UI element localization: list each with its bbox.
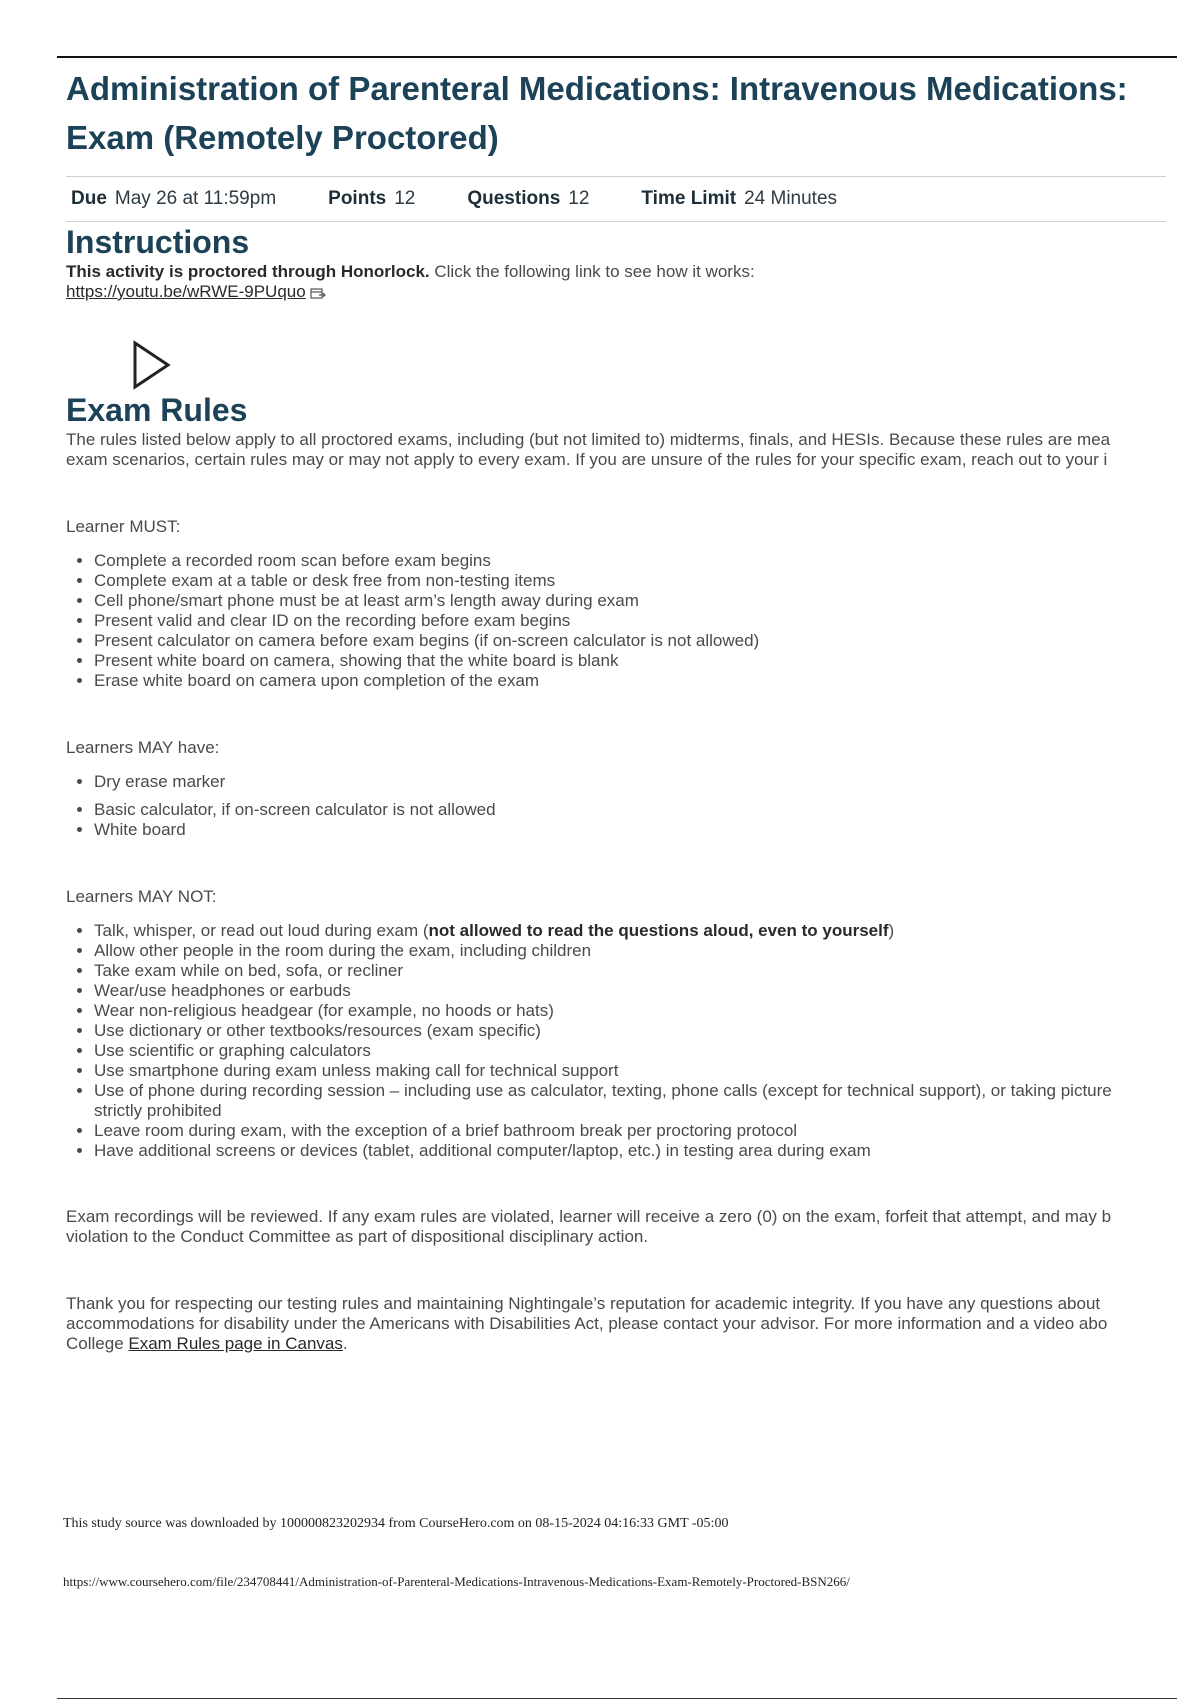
page-title (66, 64, 1170, 162)
list-item: • Use smartphone during exam unless making call for technical support (94, 1061, 1170, 1081)
top-rule (57, 56, 1177, 58)
due-label: Due (71, 188, 107, 209)
points-value: 12 (394, 188, 416, 209)
list-item (94, 921, 1170, 941)
time-limit-detail (641, 188, 837, 210)
may-not-label: Learners MAY NOT: (66, 887, 217, 906)
list-item: • Cell phone/smart phone must be at least arm’s length away during exam (94, 591, 1170, 611)
instructions-body: Click the following link to see how it works: (429, 262, 755, 281)
review-paragraph (66, 1207, 1170, 1247)
thanks-paragraph (66, 1294, 1170, 1354)
list-item: • Have additional screens or devices (tablet, additional computer/laptop, etc.) in testing area during exam (94, 1141, 1170, 1161)
list-item: • Present calculator on camera before exam begins (if on-screen calculator is not allowed) (94, 631, 1170, 651)
questions-detail (467, 188, 589, 210)
rules-intro-line-2: exam scenarios, certain rules may or may not apply to every exam. If you are unsure of the rules for your specific exam, reach out to your i (66, 450, 1108, 469)
rules-intro (66, 430, 1170, 470)
list-item: • Erase white board on camera upon completion of the exam (94, 671, 1170, 691)
questions-label: Questions (467, 188, 561, 209)
phone-rule-line-2: strictly prohibited (94, 1101, 222, 1120)
list-item: • Complete a recorded room scan before exam begins (94, 551, 1170, 571)
thanks-line-3-post: . (342, 1334, 348, 1353)
quiz-details (66, 176, 1166, 222)
may-not-list (66, 921, 1170, 1161)
page-content (66, 64, 1170, 1354)
external-link-icon[interactable] (310, 284, 326, 296)
phone-rule-line-1: Use of phone during recording session – including use as calculator, texting, phone calls (except for technical support), or taking picture (94, 1081, 1112, 1100)
due-detail (71, 188, 276, 210)
list-item: • Wear/use headphones or earbuds (94, 981, 1170, 1001)
list-item (94, 1081, 1170, 1121)
review-line-2: violation to the Conduct Committee as part of dispositional disciplinary action. (66, 1227, 649, 1246)
instructions-text (66, 262, 1170, 302)
bottom-rule (57, 1698, 1177, 1699)
list-item: • Use scientific or graphing calculators (94, 1041, 1170, 1061)
list-item: • White board (94, 820, 1170, 840)
list-item: • Dry erase marker (94, 772, 1170, 792)
list-item: • Take exam while on bed, sofa, or recliner (94, 961, 1170, 981)
rules-intro-line-1: The rules listed below apply to all proctored exams, including (but not limited to) midterms, finals, and HESIs. Because these rules are mea (66, 430, 1111, 449)
play-icon[interactable] (132, 340, 172, 390)
list-item: • Use dictionary or other textbooks/resources (exam specific) (94, 1021, 1170, 1041)
time-limit-value: 24 Minutes (744, 188, 838, 209)
list-item: • Allow other people in the room during the exam, including children (94, 941, 1170, 961)
points-detail (328, 188, 415, 210)
exam-rules-link[interactable]: Exam Rules page in Canvas (128, 1334, 343, 1353)
instructions-heading: Instructions (66, 224, 250, 260)
list-item: • Complete exam at a table or desk free from non-testing items (94, 571, 1170, 591)
may-not-first-end: ) (888, 921, 895, 940)
must-list (66, 551, 1170, 691)
time-limit-label: Time Limit (641, 188, 737, 209)
source-url: https://www.coursehero.com/file/234708441/Administration-of-Parenteral-Medications-Intravenous-Medications-Exam-Remotely-Proctored-BSN266/ (63, 1574, 850, 1589)
list-item: • Wear non-religious headgear (for example, no hoods or hats) (94, 1001, 1170, 1021)
title-line-1: Administration of Parenteral Medications: Intravenous Medications: (66, 70, 1128, 107)
may-not-first-bold: not allowed to read the questions aloud, even to yourself (428, 921, 889, 940)
may-label: Learners MAY have: (66, 738, 220, 757)
thanks-line-3-pre: College (66, 1334, 129, 1353)
thanks-line-1: Thank you for respecting our testing rules and maintaining Nightingale’s reputation for academic integrity. If you have any questions about (66, 1294, 1101, 1313)
may-not-first-text: Talk, whisper, or read out loud during exam ( (94, 921, 429, 940)
list-item: • Present valid and clear ID on the recording before exam begins (94, 611, 1170, 631)
may-list (66, 772, 1170, 840)
review-line-1: Exam recordings will be reviewed. If any exam rules are violated, learner will receive a zero (0) on the exam, forfeit that attempt, and may b (66, 1207, 1112, 1226)
thanks-line-2: accommodations for disability under the Americans with Disabilities Act, please contact your advisor. For more information and a video abo (66, 1314, 1108, 1333)
list-item: • Leave room during exam, with the exception of a brief bathroom break per proctoring protocol (94, 1121, 1170, 1141)
list-item: • Basic calculator, if on-screen calculator is not allowed (94, 800, 1170, 820)
questions-value: 12 (568, 188, 590, 209)
exam-rules-heading: Exam Rules (66, 392, 248, 428)
list-item: • Present white board on camera, showing that the white board is blank (94, 651, 1170, 671)
points-label: Points (328, 188, 387, 209)
must-label: Learner MUST: (66, 517, 181, 536)
download-source-note: This study source was downloaded by 100000823202934 from CourseHero.com on 08-15-2024 04:16:33 GMT -05:00 (63, 1516, 729, 1531)
video-link[interactable]: https://youtu.be/wRWE-9PUquo (66, 282, 306, 301)
honorlock-lead: This activity is proctored through Honorlock. (66, 262, 430, 281)
due-value: May 26 at 11:59pm (114, 188, 277, 209)
title-line-2: Exam (Remotely Proctored) (66, 119, 499, 156)
